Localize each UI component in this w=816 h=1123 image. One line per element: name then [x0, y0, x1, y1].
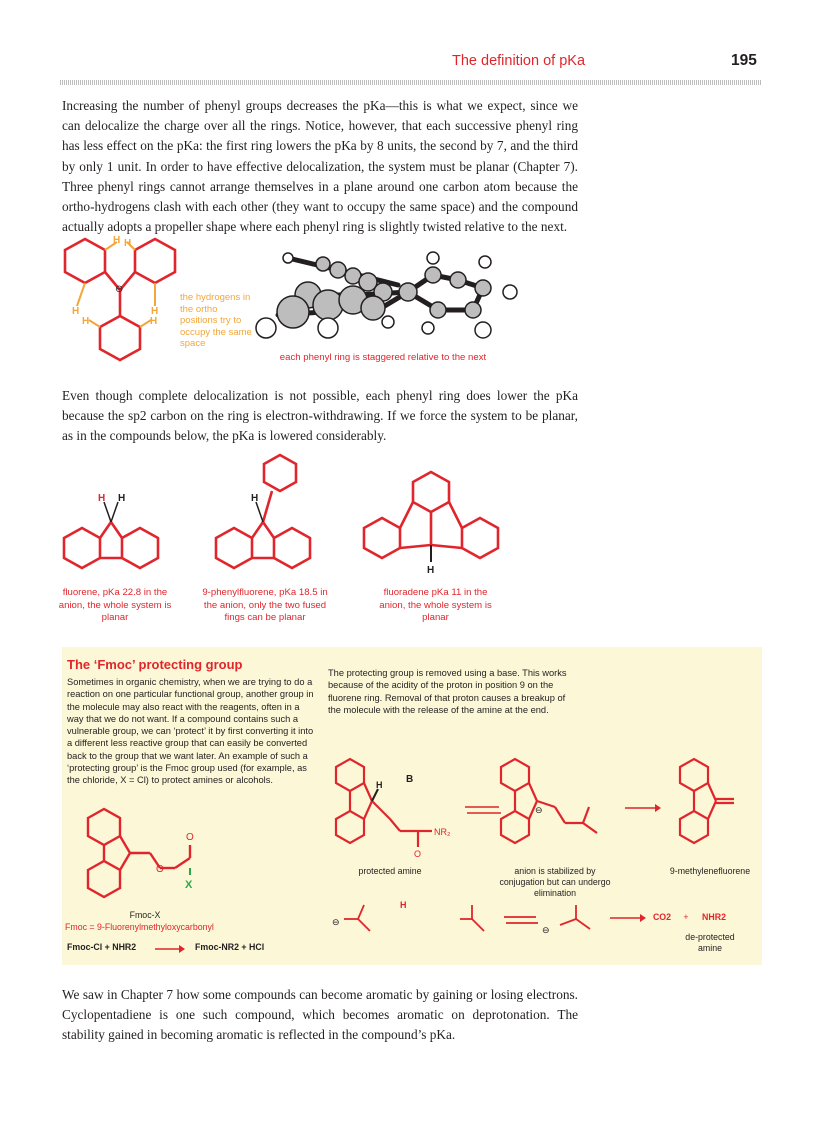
oxygen-label: O — [156, 864, 164, 875]
9-phenylfluorene-structure — [210, 450, 320, 580]
proton-label: H — [400, 900, 407, 910]
h-label: H — [251, 493, 259, 504]
fluoradene-structure — [358, 470, 508, 580]
nhr2-label: NHR2 — [702, 912, 726, 922]
fluorenyl-anion-structure — [493, 755, 623, 865]
ortho-h-label: H — [72, 306, 80, 317]
ortho-h-label: H — [124, 238, 132, 249]
nr2-label: NR₂ — [434, 827, 451, 837]
fmoc-left-text: Sometimes in organic chemistry, when we are trying to do a reaction on one particular functional group, another group in the molecule may also react with the reagents, often in a way that we do not want. If a compound contains such a vulnerable group, we can ‘protect’ it by first converting it into a different less reactive group that can easily be converted back to the group that we want later. An example of such a ‘protecting group’ is the Fmoc group used (for example, as the chloride, X = Cl) to protect amines or alcohols. — [67, 677, 314, 786]
fluorene-structure — [58, 490, 168, 580]
negative-charge-symbol: ⊖ — [115, 284, 124, 295]
oxygen-label: O — [414, 849, 422, 859]
ortho-hydrogens-note: the hydrogens in the ortho positions try to occupy the same space — [180, 292, 252, 350]
reaction-reactants: Fmoc-Cl + NHR2 — [67, 942, 137, 952]
co2-label: CO2 — [652, 912, 672, 922]
9-phenylfluorene-caption: 9-phenylfluorene, pKa 18.5 in the anion, only the two fused fings can be planar — [202, 587, 328, 623]
ortho-h-label: H — [150, 316, 158, 327]
9-methylenefluorene-structure — [672, 755, 752, 865]
header-rule — [60, 80, 762, 85]
planarity-paragraph: Even though complete delocalization is not possible, each phenyl ring does lower the pKa because the sp2 carbon on the ring is electron-withdrawing. If we force the system to be planar, as in the compounds below, the pKa is lowered considerably. — [62, 388, 578, 444]
ortho-h-label: H — [82, 316, 90, 327]
running-header-title: The definition of pKa — [452, 53, 586, 69]
fmoc-x-label: Fmoc-X — [129, 910, 161, 920]
fmoc-box-title: The ‘Fmoc’ protecting group — [67, 657, 243, 672]
negative-charge-symbol: ⊖ — [542, 926, 550, 936]
reaction-arrow — [155, 944, 185, 954]
fmoc-x-structure — [80, 800, 210, 910]
protected-amine-structure — [328, 755, 468, 865]
reaction-products: Fmoc-NR2 + HCl — [195, 942, 265, 952]
ball-and-stick-caption: each phenyl ring is staggered relative to the next — [279, 352, 487, 363]
negative-charge-symbol: ⊖ — [535, 806, 543, 816]
fluoradene-caption: fluoradene pKa 11 in the anion, the whole system is planar — [379, 587, 492, 623]
anion-note: anion is stabilized by conjugation but can undergo elimination — [499, 866, 611, 898]
deprotected-amine-label: de-protected amine — [685, 932, 735, 953]
h-label: H — [118, 493, 126, 504]
page-number: 195 — [731, 52, 757, 69]
x-group-label: X — [185, 879, 193, 891]
base-label: B — [406, 774, 414, 785]
final-elimination-arrow — [610, 913, 646, 923]
ortho-h-label: H — [113, 235, 121, 246]
h-label: H — [376, 780, 383, 790]
elimination-arrow — [625, 803, 661, 813]
ortho-h-label: H — [151, 306, 159, 317]
methylenefluorene-label: 9-methylenefluorene — [669, 866, 751, 876]
propeller-ball-and-stick-model — [248, 240, 520, 350]
triphenylmethyl-anion-structure — [55, 232, 185, 372]
aromaticity-paragraph: We saw in Chapter 7 how some compounds can become aromatic by gaining or losing electrons. Cyclopentadiene is one such compound, which becomes aromatic on deprotonation. The stability gained in becoming aromatic is reflected in the compound’s pKa. — [62, 987, 578, 1043]
h-label: H — [427, 565, 435, 576]
negative-charge-symbol: ⊖ — [332, 918, 340, 928]
protected-amine-label: protected amine — [358, 866, 422, 876]
fmoc-expansion: Fmoc = 9-Fluorenylmethyloxycarbonyl — [65, 922, 214, 932]
carbamate-decomposition-scheme — [330, 895, 630, 945]
acidic-h-label: H — [98, 493, 106, 504]
fluorene-caption: fluorene, pKa 22.8 in the anion, the whole system is planar — [58, 587, 172, 623]
oxygen-label: O — [186, 832, 194, 843]
intro-paragraph: Increasing the number of phenyl groups decreases the pKa—this is what we expect, since we can delocalize the charge over all the rings. Notice, however, that each successive phenyl ring has less effect on the pKa: the first ring lowers the pKa by 8 units, the second by 7, and the third by only 1 unit. In order to have effective delocalization, the system must be planar (Chapter 7). Three phenyl rings cannot arrange themselves in a plane around one carbon atom because the ortho-hydrogens clash with each other (they want to occupy the same space) and the compound actually adopts a propeller shape where each phenyl ring is slightly twisted relative to the next. — [62, 98, 578, 235]
plus-sign: + — [683, 912, 689, 922]
fmoc-right-text: The protecting group is removed using a base. This works because of the acidity of the proton in position 9 on the fluorene ring. Removal of that proton causes a breakup of the molecule with the release of the amine at the end. — [328, 668, 567, 715]
